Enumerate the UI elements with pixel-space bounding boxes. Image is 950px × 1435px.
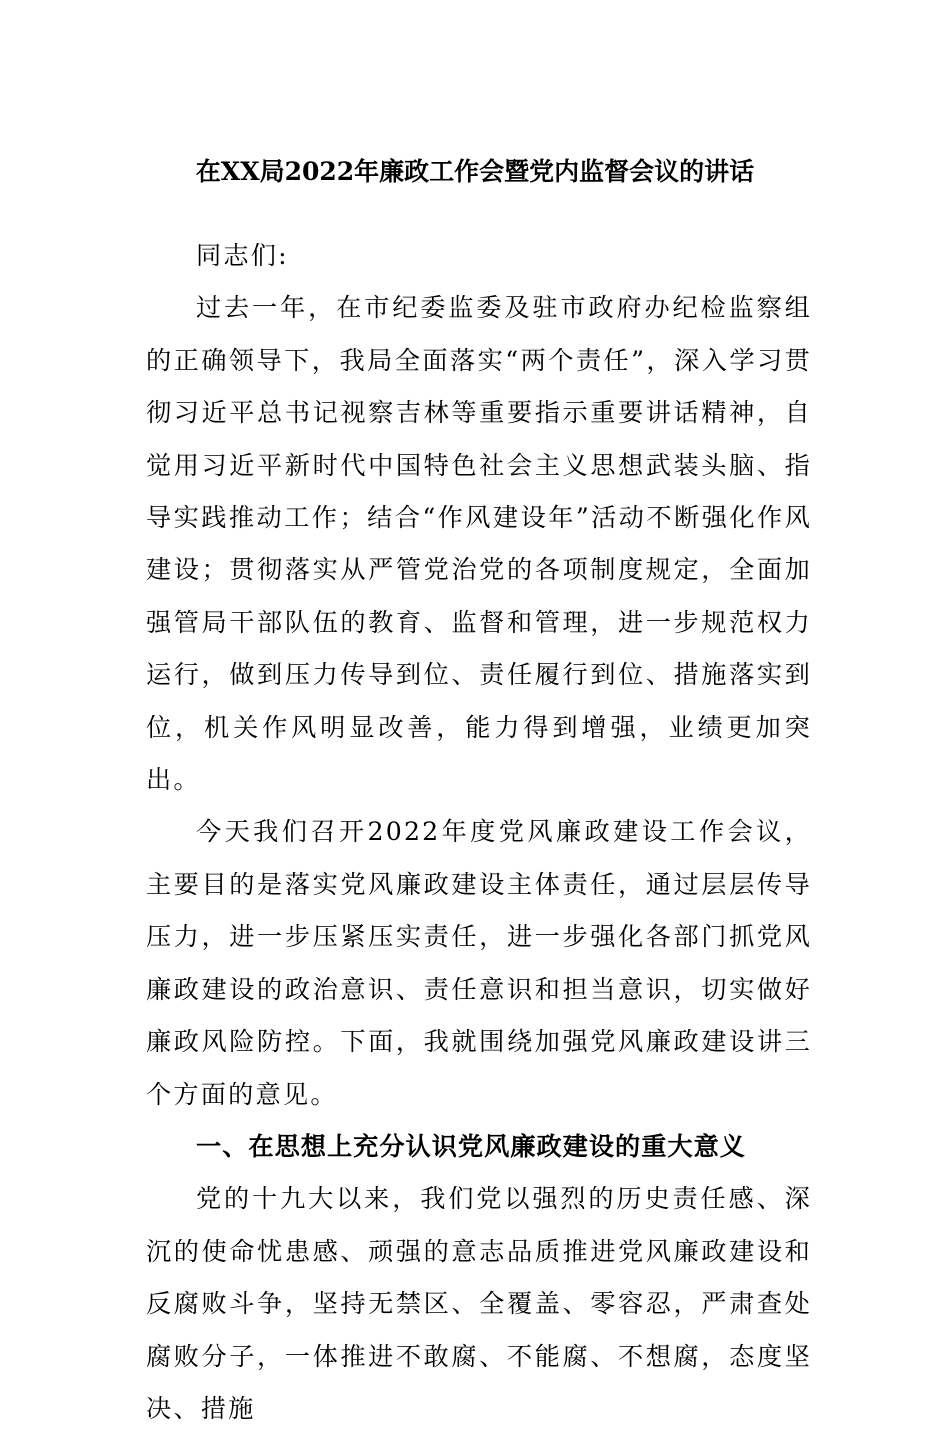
paragraph-section-one: 党的十九大以来，我们党以强烈的历史责任感、深沉的使命忧患感、顽强的意志品质推进党风廉政建设和反腐败斗争，坚持无禁区、全覆盖、零容忍，严肃查处腐败分子，一体推进不敢腐、不能腐、不想腐，态度坚决、措施	[146, 1184, 812, 1423]
salutation: 同志们:	[196, 241, 289, 270]
document-body	[146, 230, 812, 1435]
document-title: 在XX局2022年廉政工作会暨党内监督会议的讲话	[195, 157, 755, 186]
paragraph-purpose: 今天我们召开2022年度党风廉政建设工作会议，主要目的是落实党风廉政建设主体责任，通过层层传导压力，进一步压紧压实责任，进一步强化各部门抓党风廉政建设的政治意识、责任意识和担当意识，切实做好廉政风险防控。下面，我就围绕加强党风廉政建设讲三个方面的意见。	[146, 817, 812, 1109]
section-heading: 一、在思想上充分认识党风廉政建设的重大意义	[196, 1131, 746, 1161]
paragraph-review: 过去一年，在市纪委监委及驻市政府办纪检监察组的正确领导下，我局全面落实“两个责任”，深入学习贯彻习近平总书记视察吉林等重要指示重要讲话精神，自觉用习近平新时代中国特色社会主义思想武装头脑、指导实践推动工作；结合“作风建设年”活动不断强化作风建设；贯彻落实从严管党治党的各项制度规定，全面加强管局干部队伍的教育、监督和管理，进一步规范权力运行，做到压力传导到位、责任履行到位、措施落实到位，机关作风明显改善，能力得到增强，业绩更加突出。	[146, 293, 812, 795]
